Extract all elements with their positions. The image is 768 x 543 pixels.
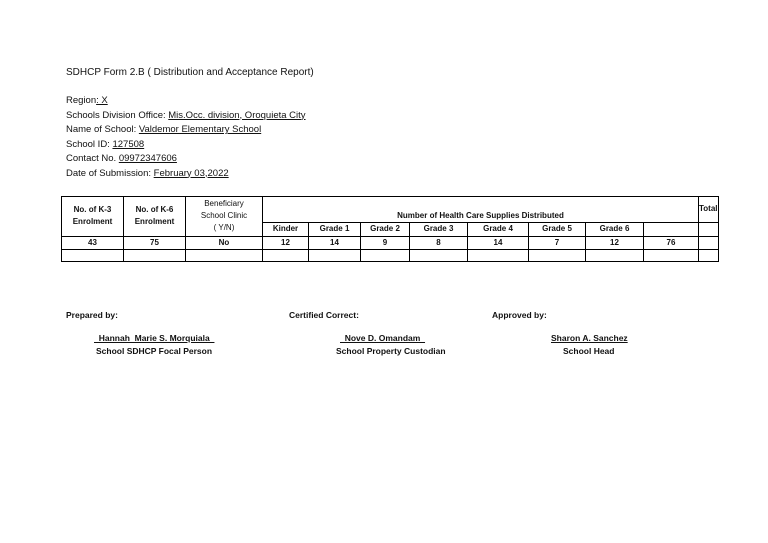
cell-total: 76 xyxy=(644,236,699,249)
approved-by-label: Approved by: xyxy=(492,310,547,320)
header-grade-4: Grade 4 xyxy=(468,222,529,236)
certified-correct-label: Certified Correct: xyxy=(289,310,359,320)
cell-grade-5: 7 xyxy=(529,236,586,249)
school-name-label: Name of School: xyxy=(66,124,139,135)
empty-cell xyxy=(410,249,468,261)
cell-clinic: No xyxy=(186,236,263,249)
header-clinic-line2: School Clinic xyxy=(200,211,248,221)
region-row xyxy=(66,94,306,109)
contact-value: 09972347606 xyxy=(118,153,177,164)
cell-extra xyxy=(699,236,719,249)
school-id-label: School ID: xyxy=(66,138,113,150)
header-grade-1: Grade 1 xyxy=(309,222,361,236)
cell-kinder: 12 xyxy=(263,236,309,249)
header-total: Total xyxy=(699,197,719,223)
cell-grade-3: 8 xyxy=(410,236,468,249)
header-grade-6: Grade 6 xyxy=(586,222,644,236)
empty-cell xyxy=(468,249,529,261)
region-value: : X xyxy=(96,95,108,106)
header-grade-kinder: Kinder xyxy=(263,222,309,236)
cell-grade-1: 14 xyxy=(309,236,361,249)
empty-row xyxy=(62,249,719,261)
school-id-value: 127508 xyxy=(112,138,145,150)
school-name-value: Valdemor Elementary School xyxy=(138,124,262,135)
division-label: Schools Division Office: xyxy=(66,109,169,121)
division-row xyxy=(66,109,306,124)
form-title: SDHCP Form 2.B ( Distribution and Acceptance Report) xyxy=(66,67,314,78)
header-total-blank xyxy=(644,222,699,236)
prepared-by-role: School SDHCP Focal Person xyxy=(96,346,213,356)
cell-grade-6: 12 xyxy=(586,236,644,249)
header-row-1 xyxy=(62,197,719,210)
data-row xyxy=(62,236,719,249)
cell-grade-4: 14 xyxy=(468,236,529,249)
cell-k3: 43 xyxy=(62,236,124,249)
empty-cell xyxy=(361,249,410,261)
header-blank-top xyxy=(263,197,644,210)
submission-label: Date of Submission: xyxy=(66,167,154,179)
header-extra-blank xyxy=(699,222,719,236)
empty-cell xyxy=(529,249,586,261)
header-clinic xyxy=(186,197,263,237)
header-k3: No. of K-3 Enrolment xyxy=(62,197,124,237)
prepared-by-label: Prepared by: xyxy=(66,310,118,320)
school-info xyxy=(66,94,306,181)
certified-correct-role: School Property Custodian xyxy=(336,346,446,356)
empty-cell xyxy=(263,249,309,261)
empty-cell xyxy=(699,249,719,261)
distribution-table xyxy=(61,196,719,262)
prepared-by-name: Hannah Marie S. Morquiala xyxy=(94,333,215,343)
empty-cell xyxy=(644,249,699,261)
approved-by-name: Sharon A. Sanchez xyxy=(551,333,628,343)
cell-grade-2: 9 xyxy=(361,236,410,249)
division-value: Mis.Occ. division, Oroquieta City xyxy=(168,109,306,121)
contact-label: Contact No. xyxy=(66,153,119,164)
submission-row xyxy=(66,167,306,182)
approved-by-role: School Head xyxy=(563,346,615,356)
submission-value: February 03,2022 xyxy=(153,167,229,179)
empty-cell xyxy=(186,249,263,261)
header-clinic-line3: ( Y/N) xyxy=(213,223,235,233)
empty-cell xyxy=(586,249,644,261)
header-clinic-line1: Beneficiary xyxy=(204,199,244,209)
school-name-row xyxy=(66,123,306,138)
school-id-row xyxy=(66,138,306,153)
header-grade-2: Grade 2 xyxy=(361,222,410,236)
header-k6: No. of K-6 Enrolment xyxy=(124,197,186,237)
cell-k6: 75 xyxy=(124,236,186,249)
header-grade-5: Grade 5 xyxy=(529,222,586,236)
empty-cell xyxy=(62,249,124,261)
contact-row xyxy=(66,152,306,167)
certified-correct-name: Nove D. Omandam xyxy=(340,333,426,343)
header-grade-3: Grade 3 xyxy=(410,222,468,236)
empty-cell xyxy=(309,249,361,261)
region-label: Region xyxy=(66,95,97,106)
header-supplies: Number of Health Care Supplies Distributed xyxy=(263,210,699,223)
empty-cell xyxy=(124,249,186,261)
header-blank-top-right xyxy=(644,197,699,210)
